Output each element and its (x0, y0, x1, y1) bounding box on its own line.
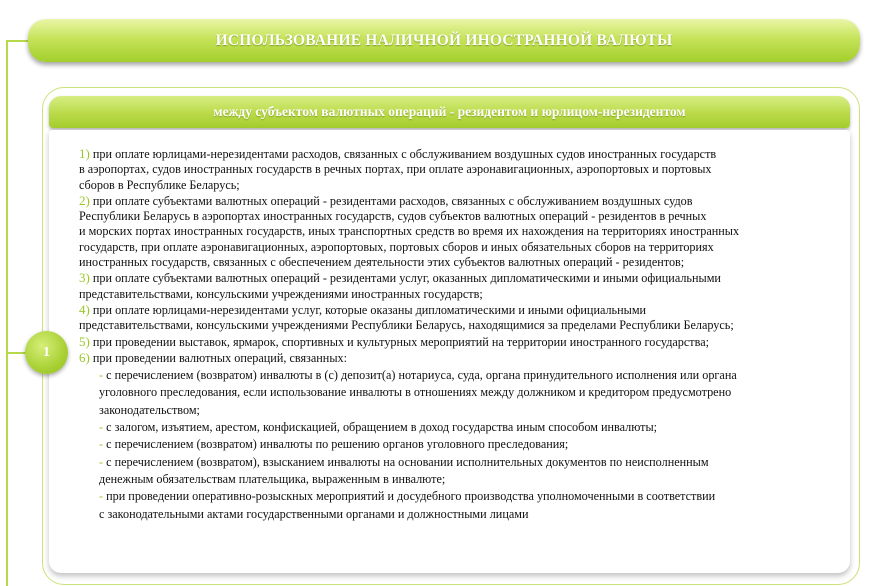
list-item (79, 302, 849, 318)
list-item-continuation: в аэропортах, судов иностранных государств в речных портах, при оплате аэронавигационных, аэропортовых и портовых (79, 162, 712, 177)
sub-item-text: при проведении оперативно-розыскных мероприятий и досудебного производства уполномоченными в соответствии (106, 489, 716, 504)
bracket-connector-top (6, 40, 28, 42)
list-item (79, 350, 849, 366)
item-text: при проведении выставок, ярмарок, спортивных и культурных мероприятий на территории иностранного государства; (92, 334, 710, 349)
title-banner (28, 19, 860, 62)
sub-item-continuation: денежным обязательствам плательщика, выраженным в инвалюте; (99, 471, 446, 486)
sub-item-text: с перечислением (возвратом) инвалюты по решению органов уголовного преследования; (106, 437, 569, 452)
bracket-line (6, 40, 8, 586)
subtitle: между субъектом валютных операций - резидентом и юрлицом-нерезидентом (213, 104, 686, 119)
list-item-continuation: Республики Беларусь в аэропортах иностранных государств, судов субъектов валютных операций - резидентов в речных (79, 209, 707, 224)
list-item-continuation: и морских портах иностранных государств, иных транспортных средств во время их нахождения на территориях иностранных (79, 224, 740, 239)
sub-item (79, 420, 849, 435)
item-number: 4) (79, 301, 90, 317)
sub-item (79, 368, 849, 383)
list-item (79, 146, 849, 162)
list-item-continuation: государств, при оплате аэронавигационных, аэропортовых, портовых сборов и иных обязательных сборов на территориях (79, 239, 714, 254)
sub-item-text: с перечислением (возвратом), взысканием инвалюты на основании исполнительных документов по неисполненным (106, 454, 709, 469)
list-item-continuation: представительствами, консульскими учреждениями иностранных государств; (79, 286, 483, 301)
item-number: 2) (79, 192, 90, 208)
item-number: 5) (79, 333, 90, 349)
sub-item-continuation: с законодательными актами государственными органами и должностными лицами (99, 506, 529, 521)
list-item-continuation: представительствами, консульскими учреждениями Республики Беларусь, находящимися за пределами Республики Беларусь; (79, 318, 734, 333)
page-title: ИСПОЛЬЗОВАНИЕ НАЛИЧНОЙ ИНОСТРАННОЙ ВАЛЮТЫ (215, 31, 673, 49)
item-number: 6) (79, 349, 90, 365)
sub-item-continuation: законодательством; (99, 402, 200, 417)
item-text: при оплате юрлицами-нерезидентами расходов, связанных с обслуживанием воздушных судов иностранных государств (92, 147, 717, 161)
sub-item-text: с перечислением (возвратом) инвалюты в (с) депозит(а) нотариуса, суда, органа принудительного исполнения или органа (106, 368, 737, 383)
list-item (79, 270, 849, 286)
item-text: при оплате субъектами валютных операций - резидентами услуг, оказанных дипломатическими и иными официальными (92, 271, 721, 286)
item-text: при оплате юрлицами-нерезидентами услуг, которые оказаны дипломатическими и иными официальными (92, 302, 647, 317)
sub-item-continuation: уголовного преследования, если использование инвалюты в отношениях между должником и кредитором предусмотрено (99, 385, 732, 400)
dash-marker: - (99, 368, 107, 383)
item-text: при оплате субъектами валютных операций - резидентами расходов, связанных с обслуживанием воздушных судов (92, 193, 693, 208)
subtitle-banner (49, 96, 850, 128)
list-item-continuation: сборов в Республике Беларусь; (79, 177, 240, 192)
number-badge (25, 331, 68, 374)
sub-item (79, 437, 849, 452)
sub-item (79, 489, 849, 504)
sub-item (79, 455, 849, 470)
item-number: 1) (79, 146, 90, 161)
list-item (79, 193, 849, 209)
list-item-continuation: иностранных государств, связанных с обеспечением деятельности этих субъектов валютных операций - резидентов; (79, 255, 685, 270)
text-block (79, 146, 849, 522)
item-number: 3) (79, 270, 90, 286)
sub-item-text: с залогом, изъятием, арестом, конфискацией, обращением в доход государства иным способом инвалюты; (106, 420, 658, 435)
dash-marker: - (99, 437, 107, 452)
item-text: при проведении валютных операций, связанных: (92, 350, 347, 365)
badge-number: 1 (43, 344, 50, 360)
dash-marker: - (99, 420, 107, 435)
list-item (79, 334, 849, 350)
dash-marker: - (99, 454, 107, 469)
dash-marker: - (99, 489, 107, 504)
